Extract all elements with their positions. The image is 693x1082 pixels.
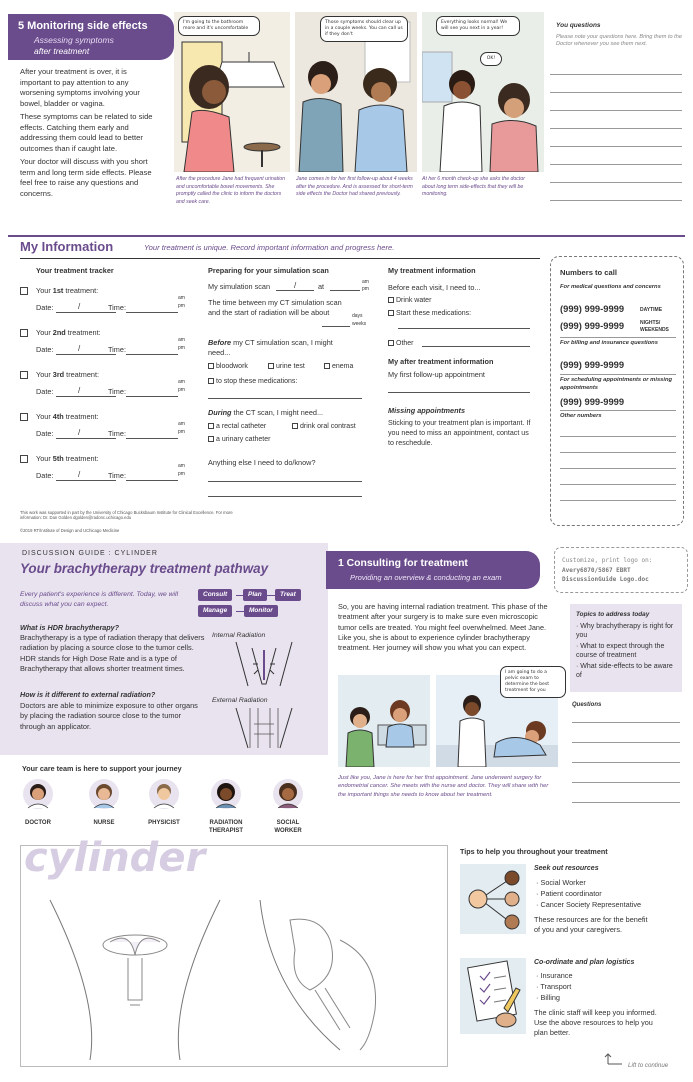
comic-bubble-3b: OK!: [480, 52, 502, 66]
seek-item-3: · Cancer Society Representative: [536, 900, 642, 909]
custom-line1: Customize, print logo on:: [562, 557, 653, 564]
tracker-pm: pm: [178, 303, 185, 309]
custom-line3: DiscussionGuide Logo.doc: [562, 576, 649, 583]
coord-illustration: [460, 958, 526, 1034]
cylinder-word: cylinder: [24, 835, 206, 881]
phone-day: (999) 999-9999: [560, 303, 625, 314]
tracker-am: am: [178, 379, 185, 385]
avatar-social-worker: [272, 778, 304, 813]
coord-text: The clinic staff will keep you informed. Use the above resources to help you plan better.: [534, 1008, 657, 1038]
sim-time-text: The time between my CT simulation scan and the start of radiation will be about: [208, 298, 342, 318]
tracker-am: am: [178, 295, 185, 301]
section5-p1: After your treatment is over, it is important to pay attention to any worsening symptoms involving your bowel, bladder or vagina.: [20, 67, 140, 108]
external-label: External Radiation: [212, 697, 268, 704]
care-team-row: [18, 778, 318, 838]
before-text: [208, 338, 338, 358]
seek-item-1-text: Social Worker: [540, 878, 586, 887]
topic-2: · What to expect through the course of treatment: [576, 643, 665, 660]
team-physicist: PHYSICIST: [148, 820, 180, 826]
seek-item-2: · Patient coordinator: [536, 889, 602, 898]
tracker-time-input[interactable]: [126, 429, 178, 439]
support-note: This work was supported in part by the University of Chicago Bucksbaum Institute for Clinical Excellence. For more information: Dr. Dan Golden dgolden@radonc.uchicago.edu: [20, 510, 233, 521]
guide-intro: Every patient's experience is different. Today, we will discuss what you can expect.: [20, 591, 179, 608]
a2: Doctors are able to minimize exposure to other organs by placing the radiation source close to the tumor through an applicator.: [20, 701, 198, 731]
tracker-row: [20, 369, 200, 409]
topic-1-text: Why brachytherapy is right for you: [576, 623, 674, 640]
comic-panel-1: [174, 12, 290, 172]
sim-at: at: [318, 282, 325, 291]
sim-scan-label: My simulation scan: [208, 282, 271, 291]
rectal-checkbox[interactable]: [208, 423, 214, 429]
tracker-date-input[interactable]: [56, 303, 116, 313]
stop-meds-option[interactable]: [208, 377, 297, 386]
coord-item-1: · Insurance: [536, 971, 573, 980]
phone-billing: (999) 999-9999: [560, 359, 625, 370]
tracker-time-label: Time:: [108, 387, 126, 396]
your-questions-text: Please note your questions here. Bring them to the Doctor whenever you see them next.: [556, 34, 682, 48]
tracker-your: Your: [36, 412, 51, 421]
seek-title: Seek out resources: [534, 865, 599, 872]
comic-bubble-3: Everything looks normal! We will see you next in a year!: [436, 16, 520, 36]
lift-text[interactable]: Lift to continue: [628, 1062, 669, 1069]
section5-title: 5 Monitoring side effects: [18, 20, 148, 32]
topics-title: Topics to address today: [576, 611, 650, 618]
followup-label: My first follow-up appointment: [388, 370, 485, 379]
seek-item-3-text: Cancer Society Representative: [540, 900, 642, 909]
tracker-date-input[interactable]: [56, 345, 116, 355]
tracker-ordinal: 5th: [52, 454, 64, 463]
checkup-illustration: [422, 12, 544, 172]
tracker-slash: /: [78, 344, 81, 353]
coord-item-3: · Billing: [536, 993, 560, 1002]
team-doctor: DOCTOR: [25, 820, 51, 826]
mti-title: My treatment information: [388, 266, 476, 275]
tracker-date-label: Date:: [36, 303, 54, 312]
consult-caption: Just like you, Jane is here for her first appointment. Jane underwent surgery for endometrial cancer. She meets with the nurse and doctor. They will share with her the important things she needs to know about her treatment.: [338, 775, 549, 798]
enema-option[interactable]: [324, 362, 353, 371]
tracker-checkbox[interactable]: [20, 413, 28, 421]
other-checkbox[interactable]: [388, 340, 394, 346]
billing-label: For billing and insurance questions: [560, 340, 658, 346]
info-title: My Information: [20, 239, 114, 254]
urine-label: urine test: [276, 363, 305, 370]
coord-item-2-text: Transport: [540, 982, 572, 991]
tracker-checkbox[interactable]: [20, 455, 28, 463]
tracker-ordinal: 1st: [52, 286, 64, 295]
step-manage: Manage: [198, 605, 232, 617]
comic-caption-2: Jane comes in for her first follow-up about 4 weeks after the procedure. And is assessed for short-term side effects the Doctor had shared previously.: [296, 176, 413, 198]
sim-days: days: [352, 313, 363, 319]
tracker-row: [20, 327, 200, 367]
step-treat: Treat: [275, 589, 301, 601]
tracker-ordinal: 2nd: [52, 328, 66, 337]
tracker-ordinal: 3rd: [52, 370, 65, 379]
comic-bubble-2: Those symptoms should clear up in a couple weeks. You can call us if they don't: [320, 16, 408, 42]
step-plan: Plan: [243, 589, 267, 601]
info-top-border: [8, 235, 685, 237]
tracker-pm: pm: [178, 471, 185, 477]
tracker-ordinal: 4th: [52, 412, 64, 421]
comic-panel-3: [422, 12, 544, 172]
consult-subtitle: Providing an overview & conducting an exam: [350, 573, 502, 582]
internal-label: Internal Radiation: [212, 632, 266, 639]
sim-weeks: weeks: [352, 321, 367, 327]
bloodwork-checkbox[interactable]: [208, 363, 214, 369]
numbers-title: Numbers to call: [560, 268, 617, 277]
tracker-suffix: treatment:: [65, 286, 99, 295]
urine-checkbox[interactable]: [268, 363, 274, 369]
nights-label: NIGHTS/ WEEKENDS: [640, 320, 669, 333]
tracker-time-input[interactable]: [126, 471, 178, 481]
phone-night: (999) 999-9999: [560, 320, 625, 331]
sim-am: am: [362, 279, 369, 285]
bathroom-illustration: [174, 12, 290, 172]
tracker-date-label: Date:: [36, 471, 54, 480]
tracker-suffix: treatment:: [65, 454, 99, 463]
tracker-label: [36, 370, 99, 379]
a1: Brachytherapy is a type of radiation therapy that delivers radiation by placing a source close to the tumor cells. HDR stands for High Dose Rate and is a type of Brachytherapy that allows shorter treatment times.: [20, 633, 205, 674]
start-meds-option[interactable]: [388, 309, 471, 318]
other-numbers-label: Other numbers: [560, 413, 602, 419]
consult-title: 1 Consulting for treatment: [338, 558, 468, 569]
avatar-radiation-therapist: [210, 778, 242, 813]
questions-title: Questions: [572, 702, 602, 708]
tracker-slash: /: [78, 386, 81, 395]
tracker-row: [20, 411, 200, 451]
tracker-date-label: Date:: [36, 387, 54, 396]
drink-label: Drink water: [396, 297, 432, 304]
tracker-am: am: [178, 463, 185, 469]
seek-item-2-text: Patient coordinator: [540, 889, 602, 898]
tracker-label: [36, 454, 99, 463]
tracker-label: [36, 328, 101, 337]
team-social-worker: SOCIAL WORKER: [274, 820, 302, 834]
tracker-time-label: Time:: [108, 303, 126, 312]
coord-title: Co-ordinate and plan logistics: [534, 959, 635, 966]
seek-text: These resources are for the benefit of you and your caregivers.: [534, 915, 648, 935]
enema-label: enema: [332, 363, 354, 370]
q1: What is HDR brachytherapy?: [20, 623, 120, 632]
coord-item-3-text: Billing: [540, 993, 560, 1002]
stop-meds-checkbox[interactable]: [208, 378, 214, 384]
tracker-slash: /: [78, 302, 81, 311]
drink-option[interactable]: [388, 296, 431, 305]
sim-title: Preparing for your simulation scan: [208, 266, 329, 275]
topic-3: · What side-effects to be aware of: [576, 663, 673, 680]
comic-caption-1: After the procedure Jane had frequent urination and uncomfortable bowel movements. She promptly called the clinic to inform the doctors and seek care.: [176, 176, 286, 205]
stop-meds-label: to stop these medications:: [216, 378, 298, 385]
tracker-row: [20, 285, 200, 325]
tracker-your: Your: [36, 286, 51, 295]
med-q-label: For medical questions and concerns: [560, 284, 661, 290]
tracker-checkbox[interactable]: [20, 329, 28, 337]
tracker-time-input[interactable]: [126, 303, 178, 313]
before-visit: Before each visit, I need to...: [388, 283, 481, 292]
info-tagline: Your treatment is unique. Record important information and progress here.: [144, 243, 395, 252]
drink-checkbox[interactable]: [388, 297, 394, 303]
bloodwork-label: bloodwork: [216, 363, 248, 370]
missing-text: Sticking to your treatment plan is important. If you need to miss an appointment, contact us to reschedule.: [388, 419, 531, 447]
tracker-date-input[interactable]: [56, 471, 116, 481]
oral-label: drink oral contrast: [300, 423, 356, 430]
consult-body: So, you are having internal radiation treatment. This phase of the treatment after your surgery is to make sure even microscopic tumor cells are treated. You might feel overwhelmed. Meet Jane. Like you, she is about to experience cylinder brachytherapy treatment. Her journey will show you what you can expect.: [338, 602, 548, 653]
tracker-date-input[interactable]: [56, 429, 116, 439]
after-title: My after treatment information: [388, 357, 494, 366]
tracker-your: Your: [36, 454, 51, 463]
external-radiation-illustration: [214, 706, 314, 750]
other-label: Other: [396, 340, 414, 347]
guide-label: DISCUSSION GUIDE : CYLINDER: [22, 550, 158, 557]
tracker-row: [20, 453, 200, 493]
step-consult: Consult: [198, 589, 232, 601]
before-rest: my CT simulation scan, I might need...: [208, 338, 333, 358]
topic-2-text: What to expect through the course of treatment: [576, 643, 665, 660]
tracker-date-label: Date:: [36, 429, 54, 438]
urinary-option[interactable]: [208, 435, 270, 444]
team-radiation-therapist: RADIATION THERAPIST: [208, 820, 243, 834]
section5-subtitle2: after treatment: [34, 46, 90, 56]
tracker-rows: [20, 285, 200, 485]
tracker-am: am: [178, 337, 185, 343]
rectal-option[interactable]: [208, 422, 266, 431]
tips-title: Tips to help you throughout your treatment: [460, 847, 608, 856]
avatar-physicist: [148, 778, 180, 813]
phone-sched: (999) 999-9999: [560, 396, 625, 407]
start-meds-checkbox[interactable]: [388, 310, 394, 316]
tracker-your: Your: [36, 370, 51, 379]
tracker-date-input[interactable]: [56, 387, 116, 397]
copyright-note: ©2019 RT/Institute of Design and UChicago Medicine: [20, 528, 120, 533]
section5-p2: These symptoms can be related to side effects. Catching them early and addressing them could lead to better outcomes than if caught late.: [20, 112, 153, 153]
internal-radiation-illustration: [214, 640, 314, 688]
avatar-doctor: [22, 778, 54, 813]
checklist-icon: [460, 958, 526, 1034]
tracker-date-label: Date:: [36, 345, 54, 354]
lift-arrow-icon: [604, 1052, 624, 1066]
tracker-label: [36, 286, 98, 295]
start-meds-label: Start these medications:: [396, 310, 472, 317]
guide-title: Your brachytherapy treatment pathway: [20, 561, 269, 576]
urinary-checkbox[interactable]: [208, 436, 214, 442]
nurse-visit-illustration: [338, 675, 430, 767]
q2: How is it different to external radiation?: [20, 690, 156, 699]
during-text: [208, 408, 323, 417]
enema-checkbox[interactable]: [324, 363, 330, 369]
seek-item-1: · Social Worker: [536, 878, 586, 887]
other-option[interactable]: [388, 339, 414, 348]
before-bold: Before: [208, 338, 232, 347]
tracker-suffix: treatment:: [67, 328, 101, 337]
oral-checkbox[interactable]: [292, 423, 298, 429]
tracker-checkbox[interactable]: [20, 287, 28, 295]
anything-label: Anything else I need to do/know?: [208, 458, 316, 467]
during-bold: During: [208, 408, 232, 417]
your-questions-title: You questions: [556, 22, 601, 29]
avatar-nurse: [88, 778, 120, 813]
step-monitor: Monitor: [244, 605, 278, 617]
tracker-pm: pm: [178, 387, 185, 393]
tracker-slash: /: [78, 470, 81, 479]
comic-caption-3: At her 6 month check-up she asks the doctor about long term side-effects that they will be monitoring.: [422, 176, 525, 198]
team-nurse: NURSE: [93, 820, 115, 826]
tracker-pm: pm: [178, 345, 185, 351]
custom-line2: Avery6870/5867 EBRT: [562, 567, 631, 574]
rectal-label: a rectal catheter: [216, 423, 267, 430]
missing-title: Missing appointments: [388, 406, 466, 415]
people-network-icon: [460, 864, 526, 934]
sim-pm: pm: [362, 286, 369, 292]
bloodwork-option[interactable]: [208, 362, 248, 371]
topic-3-text: What side-effects to be aware of: [576, 663, 673, 680]
urinary-label: a urinary catheter: [216, 436, 271, 443]
care-title: Your care team is here to support your journey: [22, 764, 182, 773]
anatomy-illustration: [40, 880, 440, 1060]
sched-label: For scheduling appointments or missing appointments: [560, 377, 673, 391]
coord-item-1-text: Insurance: [540, 971, 573, 980]
tracker-slash: /: [78, 428, 81, 437]
section5-subtitle1: Assessing symptoms: [34, 35, 114, 45]
consult-bubble: I am going to do a pelvic exam to determine the best treatment for you: [500, 666, 566, 698]
oral-option[interactable]: [292, 422, 356, 431]
tracker-your: Your: [36, 328, 51, 337]
tracker-suffix: treatment:: [66, 370, 100, 379]
tracker-checkbox[interactable]: [20, 371, 28, 379]
tracker-time-label: Time:: [108, 471, 126, 480]
comic-bubble-1: I'm going to the bathroom more and it's uncomfortable: [178, 16, 260, 36]
tracker-suffix: treatment:: [65, 412, 99, 421]
tracker-am: am: [178, 421, 185, 427]
tracker-time-label: Time:: [108, 429, 126, 438]
section5-p3: Your doctor will discuss with you short term and long term side effects. Please feel free to raise any questions and concerns.: [20, 157, 152, 198]
topic-1: · Why brachytherapy is right for you: [576, 623, 674, 640]
urine-option[interactable]: [268, 362, 305, 371]
seek-illustration: [460, 864, 526, 934]
consult-panel-1: [338, 675, 430, 767]
sim-slash: /: [294, 281, 297, 290]
daytime-label: DAYTIME: [640, 307, 663, 313]
during-rest: the CT scan, I might need...: [233, 408, 324, 417]
tracker-time-label: Time:: [108, 345, 126, 354]
tracker-time-input[interactable]: [126, 345, 178, 355]
tracker-time-input[interactable]: [126, 387, 178, 397]
coord-item-2: · Transport: [536, 982, 572, 991]
tracker-label: [36, 412, 99, 421]
tracker-title: Your treatment tracker: [36, 266, 114, 275]
tracker-pm: pm: [178, 429, 185, 435]
